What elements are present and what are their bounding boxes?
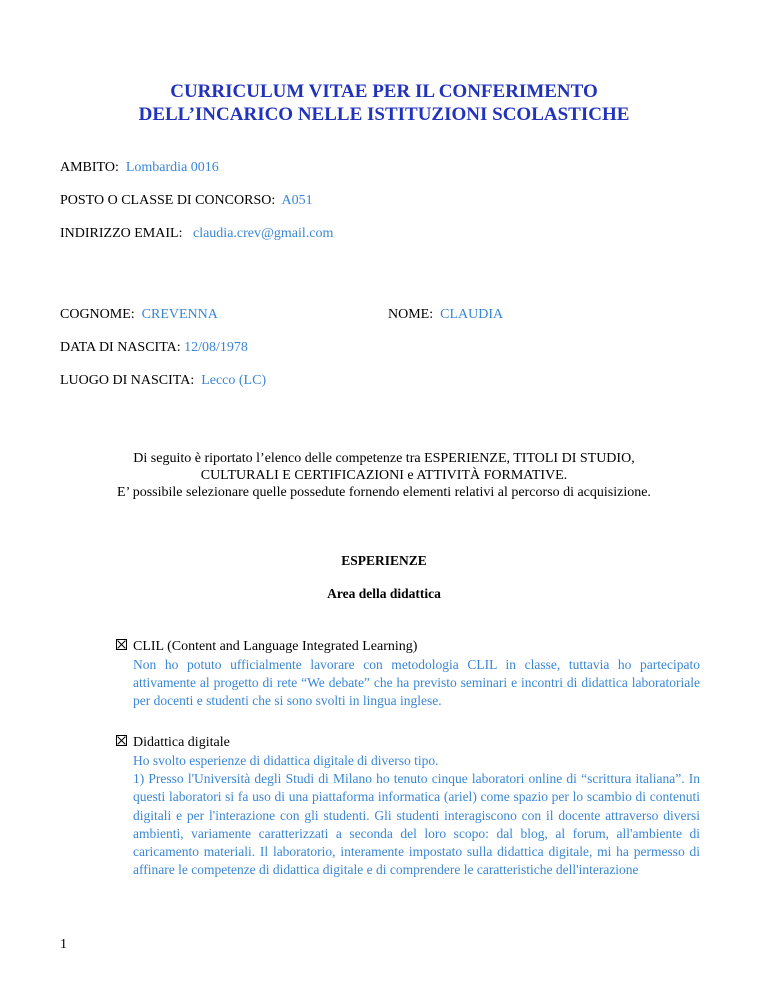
email-value: claudia.crev@gmail.com bbox=[192, 226, 334, 241]
ambito-label: AMBITO: bbox=[60, 160, 119, 175]
data-nascita-value: 12/08/1978 bbox=[184, 340, 248, 355]
intro-line-3: E’ possibile selezionare quelle possedute fornendo elementi relativi al percorso di acquisizione. bbox=[117, 485, 651, 500]
intro-line-1: Di seguito è riportato l’elenco delle competenze tra ESPERIENZE, TITOLI DI STUDIO, bbox=[133, 451, 635, 466]
nome-label: NOME: bbox=[388, 307, 434, 322]
title-line-1: CURRICULUM VITAE PER IL CONFERIMENTO bbox=[170, 81, 598, 102]
clil-item bbox=[116, 637, 700, 711]
posto-field bbox=[60, 192, 313, 209]
email-label: INDIRIZZO EMAIL: bbox=[60, 226, 183, 241]
didattica-digitale-item-body bbox=[133, 752, 700, 879]
title-line-2: DELL’INCARICO NELLE ISTITUZIONI SCOLASTICHE bbox=[138, 104, 630, 125]
checked-checkbox-icon[interactable] bbox=[116, 735, 127, 746]
posto-label: POSTO O CLASSE DI CONCORSO: bbox=[60, 193, 276, 208]
nome-field bbox=[388, 306, 503, 323]
luogo-nascita-value: Lecco (LC) bbox=[201, 373, 267, 388]
section-heading: ESPERIENZE bbox=[341, 553, 427, 568]
intro-paragraph bbox=[0, 450, 768, 501]
ambito-value: Lombardia 0016 bbox=[125, 160, 219, 175]
clil-item-header bbox=[116, 637, 700, 656]
data-nascita-label: DATA DI NASCITA: bbox=[60, 340, 181, 355]
clil-item-body bbox=[133, 656, 700, 711]
posto-value: A051 bbox=[281, 193, 313, 208]
cognome-label: COGNOME: bbox=[60, 307, 135, 322]
luogo-nascita-label: LUOGO DI NASCITA: bbox=[60, 373, 195, 388]
cognome-field bbox=[60, 306, 218, 323]
clil-item-title: CLIL (Content and Language Integrated Learning) bbox=[133, 639, 418, 654]
didattica-digitale-item bbox=[116, 733, 700, 879]
luogo-nascita-field bbox=[60, 372, 266, 389]
didattica-digitale-intro-text: Ho svolto esperienze di didattica digitale di diverso tipo. bbox=[133, 753, 439, 768]
didattica-digitale-point-1-text: 1) Presso l'Università degli Studi di Milano ho tenuto cinque laboratori online di “scrittura italiana”. In questi laboratori si fa uso di una piattaforma informatica (ariel) come spazio per lo scambio di contenuti digitali e per l'interazione con gli studenti. Gli studenti interagiscono con il docente attraverso diversi ambienti, variamente caratterizzati a seconda del loro scopo: dal blog, al forum, all'ambiente di caricamento materiali. Il laboratorio, interamente impostato sulla didattica digitale, mi ha permesso di affinare le competenze di didattica digitale e di comprendere le caratteristiche dell'interazione bbox=[133, 771, 700, 878]
page-number: 1 bbox=[60, 937, 67, 952]
nome-value: CLAUDIA bbox=[440, 307, 504, 322]
clil-item-text: Non ho potuto ufficialmente lavorare con metodologia CLIL in classe, tuttavia ho partecipato attivamente al progetto di rete “We debate” che ha previsto seminari e incontri di didattica laboratoriale per docenti e studenti che si sono svolti in lingua inglese. bbox=[133, 657, 700, 709]
didattica-digitale-item-header bbox=[116, 733, 700, 752]
data-nascita-field bbox=[60, 339, 248, 356]
ambito-field bbox=[60, 159, 219, 176]
didattica-digitale-item-title: Didattica digitale bbox=[133, 735, 230, 750]
checked-checkbox-icon[interactable] bbox=[116, 639, 127, 650]
section-subheading: Area della didattica bbox=[327, 586, 441, 601]
email-field bbox=[60, 225, 333, 242]
document-title bbox=[0, 80, 768, 126]
cognome-value: CREVENNA bbox=[141, 307, 218, 322]
intro-line-2: CULTURALI E CERTIFICAZIONI e ATTIVITÀ FORMATIVE. bbox=[200, 468, 568, 483]
